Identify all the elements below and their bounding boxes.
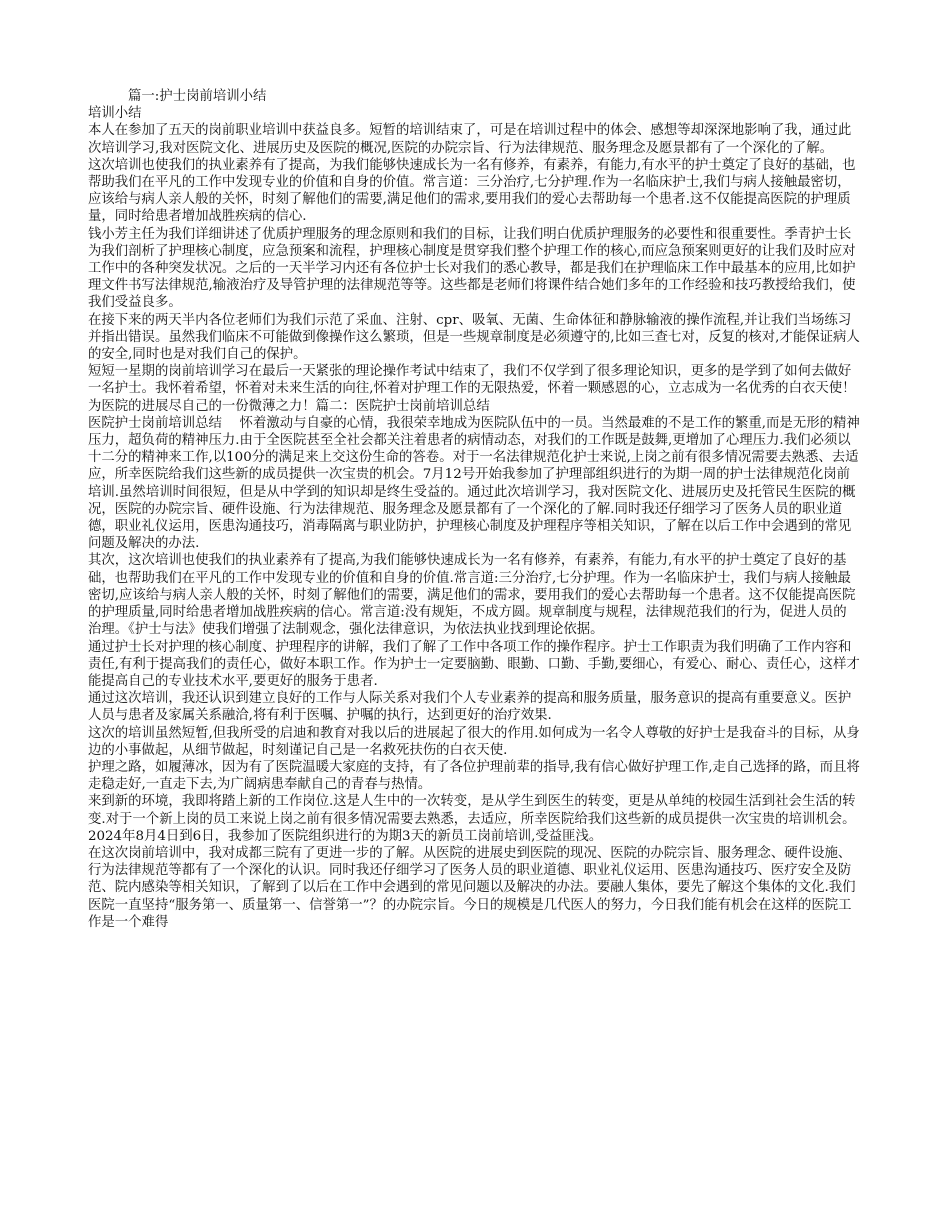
paragraph: 这次培训也使我们的执业素养有了提高，为我们能够快速成长为一名有修养，有素养，有能力,有水平的护士奠定了良好的基础，也帮助我们在平凡的工作中发现专业的价值和自身的价值。常言道：三分治疗,七分护理.作为一名临床护士,我们与病人接触最密切，应该给与病人亲人般的关怀，时刻了解他们的需要,满足他们的需求,要用我们的爱心去帮助每一个患者.这不仅能提高医院的护理质量，同时给患者增加战胜疾病的信心. xyxy=(88,157,856,225)
paragraph: 护理之路，如履薄冰，因为有了医院温暖大家庭的支持，有了各位护理前辈的指导,我有信心做好护理工作,走自己选择的路，而且将走稳走好,一直走下去,为广阔病患奉献自己的青春与热情。 xyxy=(88,759,860,793)
document-body xyxy=(88,88,860,931)
paragraph: 其次，这次培训也使我们的执业素养有了提高,为我们能够快速成长为一名有修养，有素养，有能力,有水平的护士奠定了良好的基础，也帮助我们在平凡的工作中发现专业的价值和自身的价值.常言道:三分治疗,七分护理。作为一名临床护士，我们与病人接触最密切,应该给与病人亲人般的关怀，时刻了解他们的需要，满足他们的需求，要用我们的爱心去帮助每一个患者。这不仅能提高医院的护理质量,同时给患者增加战胜疾病的信心。常言道:没有规矩，不成方圆。规章制度与规程，法律规范我们的行为，促进人员的治理。《护士与法》使我们增强了法制观念，强化法律意识，为依法执业找到理论依据。 xyxy=(88,553,856,638)
subheading: 培训小结 xyxy=(88,106,142,122)
paragraph: 医院护士岗前培训总结 怀着激动与自豪的心情，我很荣幸地成为医院队伍中的一员。当然最难的不是工作的繁重,而是无形的精神压力，超负荷的精神压力.由于全医院甚至全社会都关注着患者的病情动态，对我们的工作既是鼓舞,更增加了心理压力.我们必须以十二分的精神来工作,以100分的满足来上交这份生命的答卷。对于一名法律规范化护士来说,上岗之前有很多情况需要去熟悉、去适应，所幸医院给我们这些新的成员提供一次宝贵的机会。7月12号开始我参加了护理部组织进行的为期一周的护士法律规范化岗前培训.虽然培训时间很短，但是从中学到的知识却是终生受益的。通过此次培训学习，我对医院文化、进展历史及托管民生医院的概况，医院的办院宗旨、硬件设施、行为法律规范、服务理念及愿景都有了一个深化的了解.同时我还仔细学习了医务人员的职业道德，职业礼仪运用，医患沟通技巧，消毒隔离与职业防护，护理核心制度及护理程序等相关知识，了解在以后工作中会遇到的常见问题及解决的办法. xyxy=(88,415,860,552)
paragraph: 短短一星期的岗前培训学习在最后一天紧张的理论操作考试中结束了，我们不仅学到了很多理论知识，更多的是学到了如何去做好一名护士。我怀着希望，怀着对未来生活的向往,怀着对护理工作的无限热爱，怀着一颗感恩的心，立志成为一名优秀的白衣天使！为医院的进展尽自己的一份微薄之力！篇二：医院护士岗前培训总结 xyxy=(88,364,856,414)
paragraph: 来到新的环境，我即将踏上新的工作岗位.这是人生中的一次转变，是从学生到医生的转变，更是从单纯的校园生活到社会生活的转变.对于一个新上岗的员工来说上岗之前有很多情况需要去熟悉，去适应，所幸医院给我们这些新的成员提供一次宝贵的培训机会。2024年8月4日到6日，我参加了医院组织进行的为期3天的新员工岗前培训,受益匪浅。 xyxy=(88,794,856,844)
section-title-1: 篇一:护士岗前培训小结 xyxy=(128,89,267,104)
paragraph: 在这次岗前培训中，我对成都三院有了更进一步的了解。从医院的进展史到医院的现况、医院的办院宗旨、服务理念、硬件设施、行为法律规范等都有了一个深化的认识。同时我还仔细学习了医务人员的职业道德、职业礼仪运用、医患沟通技巧、医疗安全及防范、院内感染等相关知识，了解到了以后在工作中会遇到的常见问题以及解决的办法。要融人集体，要先了解这个集体的文化.我们医院一直坚持“服务第一、质量第一、信誉第一”？的办院宗旨。今日的规模是几代医人的努力，今日我们能有机会在这样的医院工作是一个难得 xyxy=(88,845,856,930)
paragraph: 这次的培训虽然短暂,但我所受的启迪和教育对我以后的进展起了很大的作用.如何成为一名令人尊敬的好护士是我奋斗的目标，从身边的小事做起，从细节做起，时刻谨记自己是一名救死扶伤的白衣天使. xyxy=(88,725,860,758)
paragraph: 通过护士长对护理的核心制度、护理程序的讲解，我们了解了工作中各项工作的操作程序。护士工作职责为我们明确了工作内容和责任,有利于提高我们的责任心，做好本职工作。作为护士一定要脑勤、眼勤、口勤、手勤,要细心，有爱心、耐心、责任心，这样才能提高自己的专业技术水平,要更好的服务于患者. xyxy=(88,639,860,689)
paragraph: 通过这次培训，我还认识到建立良好的工作与人际关系对我们个人专业素养的提高和服务质量，服务意识的提高有重要意义。医护人员与患者及家属关系融洽,将有利于医嘱、护嘱的执行，达到更好的治疗效果. xyxy=(88,691,852,724)
paragraph: 钱小芳主任为我们详细讲述了优质护理服务的理念原则和我们的目标，让我们明白优质护理服务的必要性和很重要性。季青护士长为我们剖析了护理核心制度，应急预案和流程，护理核心制度是贯穿我们整个护理工作的核心,而应急预案则更好的让我们及时应对工作中的各种突发状况。之后的一天半学习内还有各位护士长对我们的悉心教导，都是我们在护理临床工作中最基本的应用,比如护理文件书写法律规范,输液治疗及导管护理的法律规范等等。这些都是老师们将课件结合她们多年的工作经验和技巧教授给我们，使我们受益良多。 xyxy=(88,226,856,311)
paragraph: 在接下来的两天半内各位老师们为我们示范了采血、注射、cpr、吸氧、无菌、生命体征和静脉输液的操作流程,并让我们当场练习并指出错误。虽然我们临床不可能做到像操作这么繁琐，但是一些规章制度是必须遵守的,比如三查七对，反复的核对,才能保证病人的安全,同时也是对我们自己的保护。 xyxy=(88,312,860,363)
paragraph: 本人在参加了五天的岗前职业培训中获益良多。短暂的培训结束了，可是在培训过程中的体会、感想等却深深地影响了我，通过此次培训学习,我对医院文化、进展历史及医院的概况,医院的办院宗旨、行为法律规范、服务理念及愿景都有了一个深化的了解。 xyxy=(88,123,852,156)
